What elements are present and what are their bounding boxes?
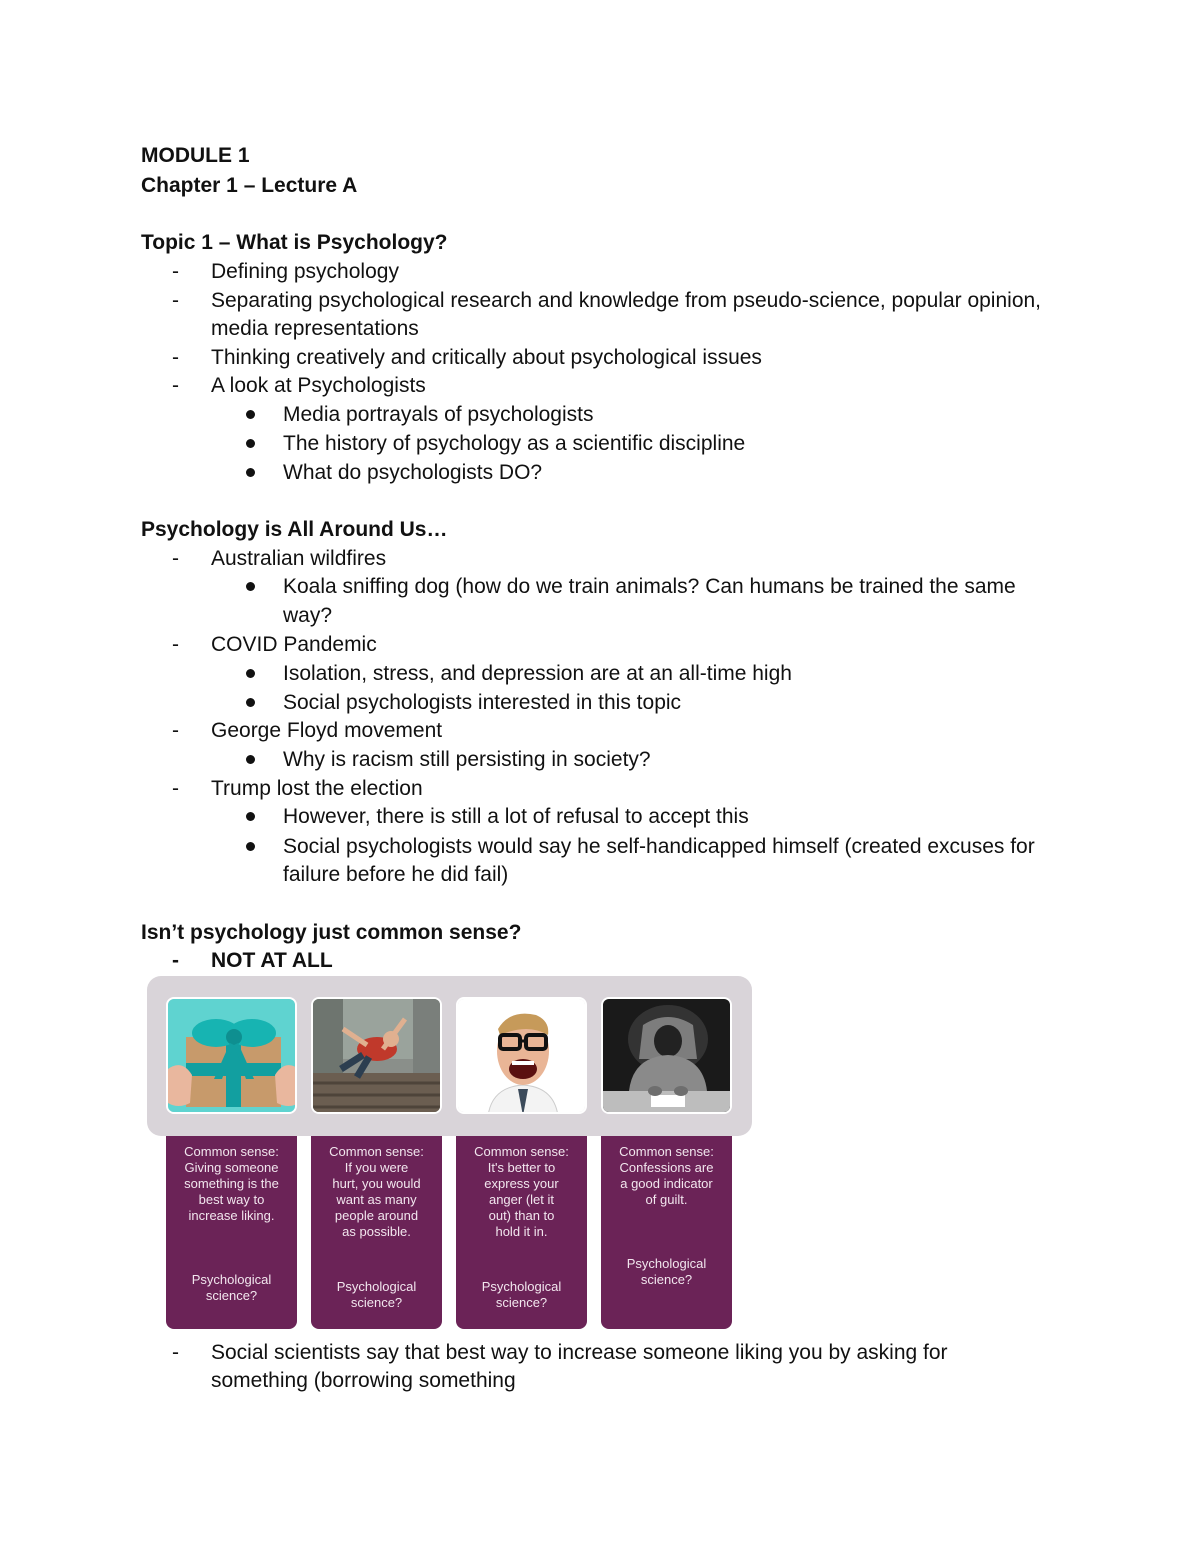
falling-person-photo	[311, 997, 442, 1114]
dash-marker: -	[172, 719, 179, 742]
sub-list-item: However, there is still a lot of refusal to accept this	[283, 805, 749, 828]
sub-list-item: What do psychologists DO?	[283, 461, 543, 484]
hooded-person-image	[603, 999, 732, 1114]
bullet-dot	[246, 669, 255, 678]
list-item: Trump lost the election	[211, 777, 423, 800]
list-item: NOT AT ALL	[211, 949, 333, 972]
common-sense-card	[601, 1136, 732, 1329]
common-sense-text: Common sense: If you were hurt, you would want as many people around as possible.	[329, 1144, 424, 1239]
common-sense-text: Common sense: Confessions are a good indicator of guilt.	[619, 1144, 714, 1207]
bullet-dot	[246, 468, 255, 477]
falling-person-image	[313, 999, 442, 1114]
dash-marker: -	[172, 374, 179, 397]
list-item-continuation: something (borrowing something	[211, 1369, 516, 1392]
bullet-dot	[246, 755, 255, 764]
list-item: Defining psychology	[211, 260, 399, 283]
common-sense-text: Common sense: It's better to express your anger (let it out) than to hold it in.	[474, 1144, 569, 1239]
common-sense-card	[311, 1136, 442, 1329]
bullet-dot	[246, 842, 255, 851]
module-title: MODULE 1	[141, 144, 250, 167]
sub-list-item: Isolation, stress, and depression are at an all-time high	[283, 662, 792, 685]
list-item-continuation: media representations	[211, 317, 419, 340]
sub-list-item: Koala sniffing dog (how do we train animals? Can humans be trained the same	[283, 575, 1016, 598]
sub-list-item-continuation: failure before he did fail)	[283, 863, 509, 886]
psychological-science-text: Psychological science?	[626, 1256, 707, 1287]
common-sense-card	[456, 1136, 587, 1329]
list-item: George Floyd movement	[211, 719, 443, 742]
bullet-dot	[246, 410, 255, 419]
dash-marker: -	[172, 289, 179, 312]
psychological-science-text: Psychological science?	[191, 1272, 272, 1303]
topic-heading: Topic 1 – What is Psychology?	[141, 231, 448, 254]
dash-marker: -	[172, 777, 179, 800]
list-item: Social scientists say that best way to increase someone liking you by asking for	[211, 1341, 948, 1364]
bullet-dot	[246, 582, 255, 591]
sub-list-item: Social psychologists interested in this topic	[283, 691, 682, 714]
common-sense-text: Common sense: Giving someone something is the best way to increase liking.	[184, 1144, 279, 1223]
sub-list-item: Why is racism still persisting in society?	[283, 748, 651, 771]
sub-list-item-continuation: way?	[283, 604, 333, 627]
dash-marker: -	[172, 547, 179, 570]
dash-marker: -	[172, 260, 179, 283]
section-heading: Psychology is All Around Us…	[141, 518, 448, 541]
sub-list-item: The history of psychology as a scientific discipline	[283, 432, 746, 455]
dash-marker: -	[172, 633, 179, 656]
chapter-title: Chapter 1 – Lecture A	[141, 174, 358, 197]
common-sense-card	[166, 1136, 297, 1329]
dash-marker: -	[172, 949, 179, 972]
list-item: Australian wildfires	[211, 547, 387, 570]
section-heading: Isn’t psychology just common sense?	[141, 921, 522, 944]
bullet-dot	[246, 812, 255, 821]
dash-marker: -	[172, 1341, 179, 1364]
list-item: Thinking creatively and critically about psychological issues	[211, 346, 762, 369]
dash-marker: -	[172, 346, 179, 369]
angry-man-photo	[456, 997, 587, 1114]
psychological-science-text: Psychological science?	[481, 1279, 562, 1310]
list-item: A look at Psychologists	[211, 374, 426, 397]
list-item: Separating psychological research and knowledge from pseudo-science, popular opinion,	[211, 289, 1042, 312]
angry-man-image	[458, 999, 587, 1114]
list-item: COVID Pandemic	[211, 633, 377, 656]
bullet-dot	[246, 439, 255, 448]
psychological-science-text: Psychological science?	[336, 1279, 417, 1310]
hooded-person-photo	[601, 997, 732, 1114]
gift-image	[168, 999, 297, 1114]
gift-photo	[166, 997, 297, 1114]
sub-list-item: Social psychologists would say he self-handicapped himself (created excuses for	[283, 835, 1035, 858]
bullet-dot	[246, 698, 255, 707]
sub-list-item: Media portrayals of psychologists	[283, 403, 594, 426]
